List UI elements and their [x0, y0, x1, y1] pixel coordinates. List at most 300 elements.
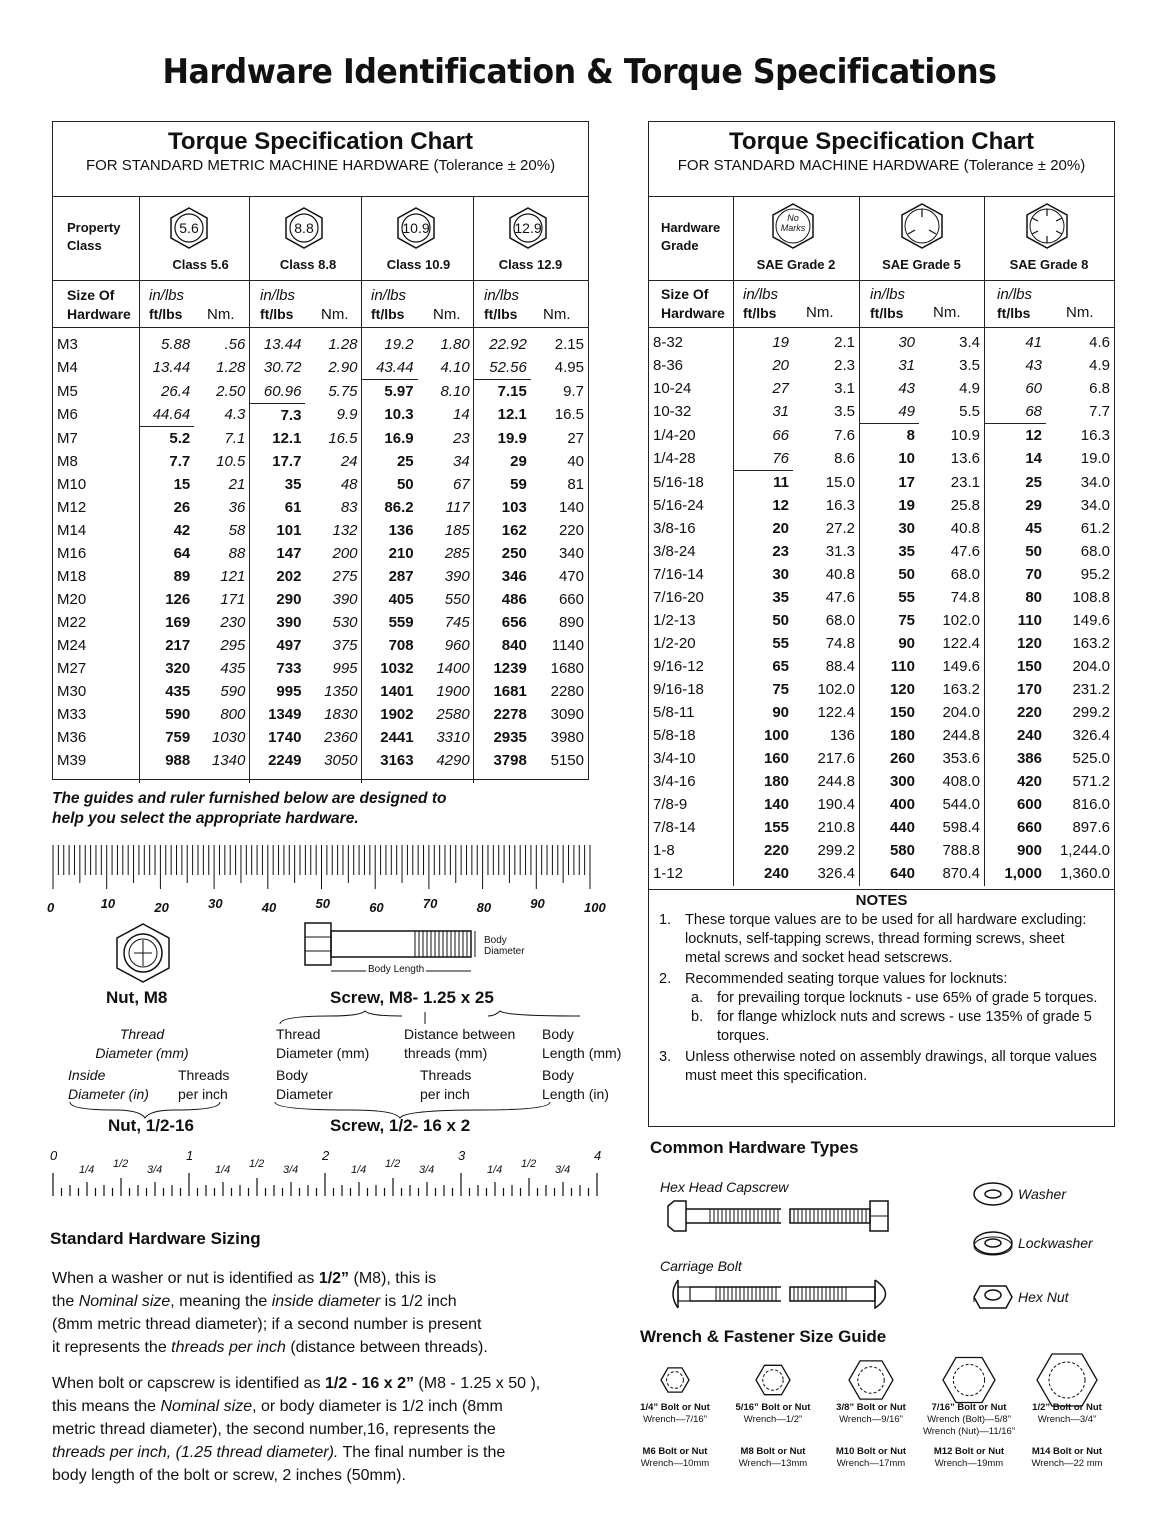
value-cell: 31 [898, 357, 915, 374]
table-row [53, 356, 588, 380]
value-cell: 1.80 [440, 336, 470, 353]
size-cell: 1/2-20 [653, 635, 696, 652]
class-8-8-mark: 8.8 [294, 220, 314, 236]
text: Nominal size [78, 1293, 171, 1310]
value-cell: 136 [829, 727, 855, 744]
value-cell: 204.0 [1072, 658, 1110, 675]
table-row [53, 380, 588, 404]
size-cell: M18 [57, 568, 87, 585]
unit-ftlbs: ft/lbs [484, 306, 518, 322]
size-cell: 3/4-16 [653, 773, 696, 790]
size-cell: M4 [57, 359, 78, 377]
value-cell: 244.8 [942, 727, 980, 744]
value-cell: 13.44 [263, 336, 302, 353]
metric-chart-subtitle: FOR STANDARD METRIC MACHINE HARDWARE (Tolerance ± 20%) [85, 157, 556, 174]
value-cell: 408.0 [942, 773, 980, 790]
value-cell: 9.7 [563, 382, 584, 400]
value-cell: 5.2 [169, 430, 191, 447]
value-cell: 23.1 [950, 473, 980, 491]
value-cell: 110 [1017, 612, 1042, 629]
wrench-guide [618, 1352, 1138, 1472]
washer-label: Washer [1018, 1186, 1066, 1202]
text: the [52, 1293, 79, 1310]
value-cell: 30 [898, 334, 915, 351]
table-row [53, 611, 588, 634]
value-cell: 170 [1016, 681, 1042, 698]
unit-nm: Nm. [207, 306, 235, 323]
table-row [649, 517, 1114, 540]
wrench-size-text: Wrench—1/2” [743, 1414, 803, 1425]
value-cell: 11 [773, 474, 789, 491]
value-cell: 3090 [550, 706, 584, 723]
value-cell: 1140 [551, 637, 584, 654]
value-cell: 121 [220, 568, 246, 585]
value-cell: 68.0 [1080, 543, 1110, 560]
value-cell: 840 [501, 637, 527, 654]
size-cell: 5/16-18 [653, 473, 704, 491]
value-cell: 640 [889, 865, 915, 882]
guide-line-1: The guides and ruler furnished below are designed to [52, 790, 447, 807]
ruler-label: 1/4 [215, 1164, 231, 1176]
table-row [53, 703, 588, 726]
value-cell: 180 [889, 727, 915, 744]
text: (distance between threads). [285, 1339, 488, 1356]
body-diameter-label: Body [484, 935, 507, 946]
table-row [649, 793, 1114, 816]
table-row [649, 724, 1114, 747]
value-cell: 525.0 [1072, 750, 1110, 767]
wrench-size-text: Wrench—3/4” [1037, 1414, 1097, 1425]
unit-inlbs: in/lbs [997, 286, 1033, 303]
size-cell: 1/4-28 [653, 450, 696, 468]
table-row [649, 839, 1114, 862]
value-cell: 1,244.0 [1059, 842, 1110, 859]
value-cell: 10.5 [216, 453, 246, 470]
note-letter: b. [691, 1009, 704, 1025]
size-cell: M14 [57, 522, 87, 539]
value-cell: 12 [772, 497, 789, 514]
carriage-bolt-icon [666, 1276, 911, 1317]
value-cell: 2441 [380, 729, 414, 746]
ruler-label: 70 [422, 896, 438, 911]
table-row [53, 565, 588, 588]
screw-body-label-2: Body [542, 1067, 574, 1083]
value-cell: 8.6 [834, 450, 855, 468]
per-inch-label: per inch [178, 1086, 228, 1102]
carriage-bolt-label: Carriage Bolt [660, 1258, 742, 1274]
text: Nominal size [160, 1398, 253, 1415]
value-cell: 126 [165, 591, 191, 608]
value-cell: 120 [1016, 635, 1042, 652]
table-row [649, 424, 1114, 448]
value-cell: 210 [388, 545, 414, 562]
value-cell: 299.2 [817, 842, 855, 859]
value-cell: 31.3 [825, 543, 855, 560]
value-cell: 41 [1025, 334, 1042, 351]
value-cell: 217.6 [817, 750, 855, 767]
hardware-grade-label: Hardware [661, 220, 721, 235]
value-cell: 30 [898, 520, 915, 537]
value-cell: 68.0 [825, 612, 855, 629]
value-cell: 150 [1016, 658, 1042, 675]
size-cell: 1-12 [653, 865, 684, 882]
size-cell: 7/16-14 [653, 566, 704, 583]
value-cell: 2.50 [216, 382, 246, 400]
table-row [53, 634, 588, 657]
screw-per-inch-label: per inch [420, 1086, 470, 1102]
value-cell: 12.1 [272, 429, 302, 447]
value-cell: 13.6 [950, 450, 980, 468]
value-cell: 25 [396, 453, 414, 470]
value-cell: 155 [763, 819, 789, 836]
value-cell: 300 [889, 773, 915, 790]
value-cell: 2.3 [834, 357, 855, 374]
wrench-hex-icon [754, 1361, 792, 1404]
value-cell: 30.72 [263, 359, 302, 377]
size-cell: M16 [57, 545, 87, 562]
ruler-label: 1/2 [385, 1158, 401, 1170]
value-cell: 68.0 [950, 566, 980, 583]
value-cell: 180 [763, 773, 789, 790]
size-cell: 3/8-24 [653, 543, 696, 560]
common-hardware-heading: Common Hardware Types [650, 1138, 859, 1157]
sizing-heading: Standard Hardware Sizing [50, 1229, 261, 1248]
value-cell: 15 [173, 476, 191, 493]
value-cell: 733 [276, 660, 302, 677]
table-row [649, 540, 1114, 563]
value-cell: 24 [340, 453, 358, 470]
value-cell: 299.2 [1072, 704, 1110, 721]
body-length-label: Body Length [368, 964, 425, 975]
wrench-size-text: Wrench—19mm [934, 1458, 1004, 1469]
value-cell: 275 [332, 568, 358, 585]
size-cell: M27 [57, 660, 87, 677]
value-cell: 7.7 [169, 453, 191, 470]
value-cell: 16.9 [384, 429, 414, 447]
note-number: 3. [659, 1049, 672, 1065]
table-row [649, 655, 1114, 678]
value-cell: 5.5 [959, 403, 980, 421]
value-cell: 23 [453, 429, 470, 447]
wrench-size-text: 3/8” Bolt or Nut [836, 1402, 906, 1413]
value-cell: 76 [733, 447, 793, 471]
value-cell: 1.28 [328, 336, 358, 353]
text: this means the [52, 1398, 161, 1415]
value-cell: 10.9 [950, 426, 980, 444]
wrench-size-text: M12 Bolt or Nut [933, 1446, 1005, 1457]
lockwasher-label: Lockwasher [1018, 1235, 1093, 1251]
class-5-6-mark: 5.6 [179, 220, 199, 236]
value-cell: 34 [453, 453, 470, 470]
value-cell: 897.6 [1072, 819, 1110, 836]
size-cell: 1/2-13 [653, 612, 696, 629]
unit-nm: Nm. [321, 306, 349, 323]
table-row [649, 632, 1114, 655]
value-cell: 320 [165, 660, 191, 677]
washer-icon [972, 1181, 1014, 1212]
wrench-size-text: Wrench—7/16” [643, 1414, 707, 1425]
table-row [649, 747, 1114, 770]
size-cell: 10-32 [653, 403, 692, 421]
value-cell: 4.95 [554, 359, 584, 377]
value-cell: 50 [772, 612, 789, 629]
value-cell: 660 [558, 591, 584, 608]
sizing-paragraph-2 [52, 1372, 622, 1487]
value-cell: 2935 [493, 729, 527, 746]
text: 1/2” [318, 1270, 350, 1287]
body-label: Body [542, 1026, 574, 1042]
value-cell: 169 [165, 614, 191, 631]
value-cell: 59 [510, 476, 527, 493]
value-cell: 988 [165, 752, 191, 769]
value-cell: 3980 [550, 729, 584, 746]
value-cell: 2.90 [328, 359, 358, 377]
value-cell: 8.10 [440, 382, 470, 400]
value-cell: 122.4 [817, 704, 855, 721]
value-cell: 3.5 [834, 403, 855, 421]
value-cell: 4.10 [440, 359, 470, 377]
value-cell: 816.0 [1072, 796, 1110, 813]
ruler-label: 80 [476, 900, 492, 915]
value-cell: 171 [220, 591, 246, 608]
value-cell: 108.8 [1072, 589, 1110, 606]
value-cell: 7.7 [1089, 403, 1110, 421]
ruler-label: 100 [584, 900, 606, 915]
value-cell: 95.2 [1080, 566, 1110, 583]
value-cell: 21 [228, 476, 246, 493]
distance-between-label: Distance between [404, 1026, 516, 1042]
table-row [53, 726, 588, 749]
unit-nm: Nm. [1066, 304, 1094, 321]
text: metric thread diameter), the second number,16, represents the [52, 1421, 496, 1438]
table-row [649, 354, 1114, 377]
value-cell: 1830 [324, 706, 358, 723]
value-cell: 27 [567, 429, 584, 447]
wrench-size-text: 5/16” Bolt or Nut [735, 1402, 811, 1413]
table-row [53, 473, 588, 496]
value-cell: 27 [772, 380, 789, 397]
grade-label: Grade [661, 238, 699, 253]
hex-nut-icon [972, 1280, 1014, 1319]
ruler-label: 3/4 [147, 1164, 163, 1176]
value-cell: 102.0 [942, 612, 980, 629]
ruler-label: 1/2 [521, 1158, 537, 1170]
size-cell: M24 [57, 637, 87, 654]
value-cell: 2360 [324, 729, 358, 746]
ruler-label: 40 [261, 900, 277, 915]
table-row [53, 496, 588, 519]
table-row [649, 331, 1114, 354]
value-cell: 2.1 [834, 334, 855, 351]
size-cell: 5/8-11 [653, 704, 695, 721]
mm-ruler-labels [0, 896, 640, 916]
screw-thread-label: Thread [276, 1026, 321, 1042]
value-cell: 400 [889, 796, 915, 813]
class-5-6-label: Class 5.6 [172, 257, 229, 272]
ruler-label: 4 [594, 1148, 602, 1163]
sae-unit-row [649, 281, 1114, 328]
hex-nut-label: Hex Nut [1018, 1289, 1069, 1305]
value-cell: 7.15 [497, 383, 527, 400]
inside-label: Inside [68, 1067, 106, 1083]
value-cell: 40 [567, 453, 584, 470]
hardware-label: Hardware [67, 306, 131, 322]
value-cell: 14 [1025, 450, 1042, 468]
inch-ruler [50, 1173, 605, 1198]
text: inside diameter [271, 1293, 381, 1310]
value-cell: 90 [898, 635, 915, 652]
screw-body-label: Body [276, 1067, 308, 1083]
value-cell: 47.6 [825, 589, 855, 606]
text: threads per inch [171, 1339, 286, 1356]
wrench-size-text: Wrench—10mm [640, 1458, 710, 1469]
unit-inlbs: in/lbs [870, 286, 906, 303]
value-cell: 16.3 [825, 497, 855, 514]
value-cell: 52.56 [474, 356, 531, 380]
note-letter: a. [691, 990, 704, 1006]
value-cell: 1401 [380, 683, 414, 700]
value-cell: 61.2 [1080, 520, 1110, 537]
wrench-size-text: 1/4” Bolt or Nut [640, 1402, 710, 1413]
value-cell: 1239 [493, 660, 527, 677]
value-cell: 497 [276, 637, 302, 654]
inside-diameter-label: Diameter (in) [68, 1086, 149, 1102]
size-of-label: Size Of [661, 286, 709, 302]
value-cell: 995 [276, 683, 302, 700]
table-row [53, 749, 588, 772]
value-cell: 2.15 [554, 336, 584, 353]
text: threads per inch, (1.25 thread diameter). [52, 1444, 339, 1461]
table-row [53, 403, 588, 427]
value-cell: 17 [898, 473, 915, 491]
table-row [649, 862, 1114, 885]
wrench-size-text: Wrench (Nut)—11/16” [922, 1426, 1016, 1437]
value-cell: 132 [332, 522, 358, 539]
value-cell: 470 [558, 568, 584, 585]
value-cell: 19.2 [384, 336, 414, 353]
value-cell: 2249 [268, 752, 302, 769]
value-cell: 40.8 [825, 566, 855, 583]
value-cell: 162 [501, 522, 527, 539]
value-cell: 1030 [211, 729, 246, 746]
value-cell: 81 [567, 476, 584, 493]
property-label: Property [67, 220, 121, 235]
value-cell: 530 [332, 614, 358, 631]
value-cell: 656 [501, 614, 527, 631]
value-cell: 16.5 [554, 406, 584, 424]
wrench-size-text: M8 Bolt or Nut [740, 1446, 806, 1457]
value-cell: 65 [772, 658, 789, 675]
value-cell: 290 [276, 591, 302, 608]
notes-section [649, 890, 1114, 1086]
value-cell: 7.3 [280, 406, 302, 424]
text: When a washer or nut is identified as [52, 1270, 319, 1287]
value-cell: 326.4 [1072, 727, 1110, 744]
nut-half-inch-label: Nut, 1/2-16 [108, 1116, 194, 1135]
value-cell: 5150 [550, 752, 584, 769]
table-row [649, 471, 1114, 495]
value-cell: 1350 [324, 683, 358, 700]
value-cell: 900 [1016, 842, 1042, 859]
note-1: These torque values are to be used for all hardware excluding: locknuts, self-tapping screws, thread forming screws, sheet metal screws and socket head setscrews. [685, 912, 1087, 966]
value-cell: 1,000 [1004, 865, 1042, 882]
value-cell: 10 [898, 450, 915, 468]
value-cell: 759 [165, 729, 191, 746]
screw-half-inch-label: Screw, 1/2- 16 x 2 [330, 1116, 471, 1135]
metric-chart-title: Torque Specification Chart [168, 128, 473, 155]
value-cell: 48 [340, 476, 358, 493]
value-cell: 598.4 [942, 819, 980, 836]
grade-2-label: SAE Grade 2 [756, 257, 836, 272]
unit-ftlbs: ft/lbs [997, 305, 1031, 321]
value-cell: 14 [453, 406, 470, 424]
value-cell: 19 [772, 334, 789, 351]
value-cell: 101 [276, 522, 302, 539]
wrench-size-text: Wrench (Bolt)—5/8” [927, 1414, 1011, 1425]
table-row [53, 657, 588, 680]
value-cell: 3.1 [834, 380, 855, 397]
text: it represents the [52, 1339, 172, 1356]
ruler-label: 30 [208, 896, 223, 911]
value-cell: 136 [388, 522, 414, 539]
value-cell: 3310 [436, 729, 470, 746]
value-cell: 49 [859, 400, 919, 424]
size-cell: 1/4-20 [653, 426, 696, 444]
value-cell: 35 [284, 476, 302, 493]
lockwasher-icon [972, 1229, 1014, 1262]
wrench-size-text: M10 Bolt or Nut [835, 1446, 907, 1457]
value-cell: 83 [340, 499, 358, 516]
value-cell: 25 [1025, 473, 1042, 491]
size-cell: M12 [57, 499, 87, 516]
grade-5-hex-icon [899, 203, 945, 249]
screw-thread-diameter-label: Diameter (mm) [276, 1045, 370, 1061]
value-cell: 55 [898, 589, 915, 606]
value-cell: 19.0 [1080, 450, 1110, 468]
value-cell: 149.6 [942, 658, 980, 675]
value-cell: 103 [501, 499, 527, 516]
value-cell: 89 [173, 568, 191, 585]
value-cell: 50 [898, 566, 915, 583]
size-cell: 9/16-12 [653, 658, 704, 675]
text: body length of the bolt or screw, 2 inches (50mm). [52, 1467, 406, 1484]
value-cell: 1349 [268, 706, 302, 723]
table-row [649, 494, 1114, 517]
ruler-label: 3/4 [555, 1164, 571, 1176]
ruler-label: 2 [322, 1148, 330, 1163]
body-length-mm-label: Length (mm) [542, 1045, 622, 1061]
size-cell: 10-24 [653, 380, 692, 397]
value-cell: 10.3 [384, 406, 414, 424]
value-cell: 60 [1025, 380, 1042, 397]
sizing-paragraph-1 [52, 1267, 622, 1359]
value-cell: 405 [388, 591, 414, 608]
value-cell: 580 [889, 842, 915, 859]
value-cell: 26 [173, 499, 191, 516]
value-cell: 7.6 [834, 426, 855, 444]
ruler-label: 10 [100, 896, 116, 911]
capscrew-icon [666, 1198, 911, 1239]
value-cell: 550 [444, 591, 470, 608]
ruler-label: 0 [47, 900, 55, 915]
text: (8mm metric thread diameter); if a second number is present [52, 1316, 482, 1333]
value-cell: 90 [772, 704, 789, 721]
value-cell: 210.8 [817, 819, 855, 836]
thread-diameter-label: Diameter (mm) [95, 1045, 189, 1061]
grade-8-label: SAE Grade 8 [1009, 257, 1089, 272]
nut-m8-label: Nut, M8 [106, 988, 168, 1007]
value-cell: 7.1 [224, 429, 246, 447]
